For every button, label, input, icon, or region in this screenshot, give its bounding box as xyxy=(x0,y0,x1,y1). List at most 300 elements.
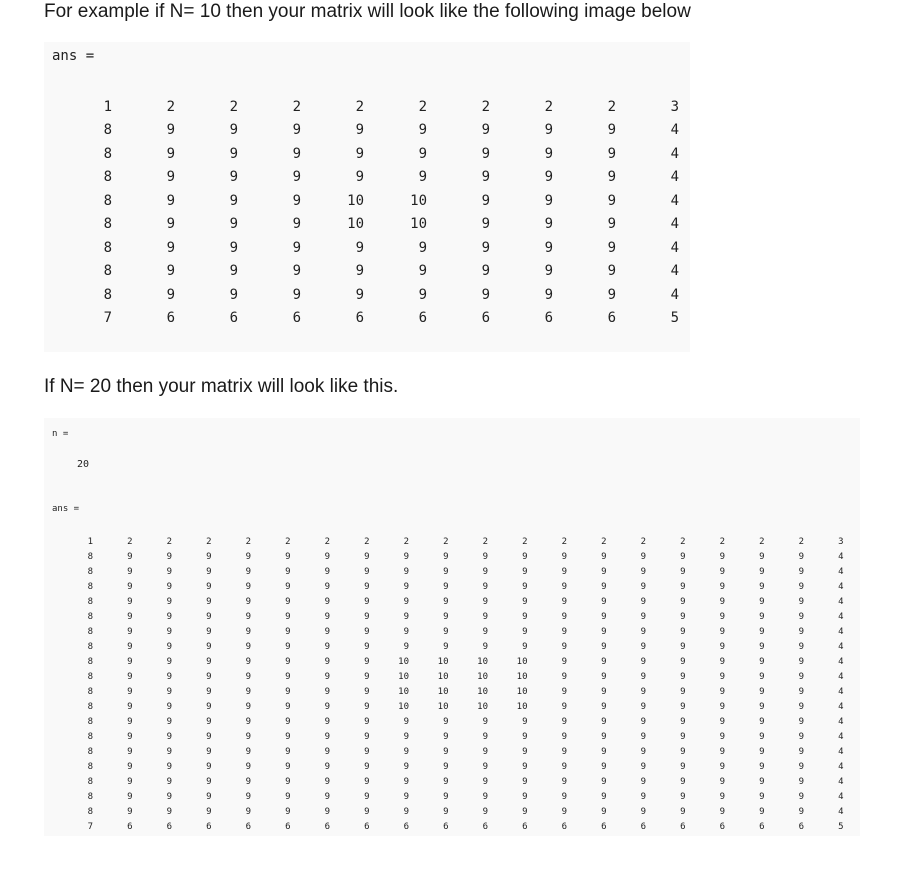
matrix-cell: 9 xyxy=(324,611,330,622)
matrix-cell: 9 xyxy=(443,581,449,592)
matrix-cell: 9 xyxy=(544,145,553,162)
matrix-cell: 9 xyxy=(127,596,133,607)
matrix-cell: 10 xyxy=(437,701,449,712)
matrix-cell: 9 xyxy=(355,169,364,186)
matrix-cell: 9 xyxy=(229,169,238,186)
matrix-cell: 1 xyxy=(103,98,112,115)
matrix-cell: 10 xyxy=(410,216,427,233)
matrix-cell: 9 xyxy=(522,596,528,607)
matrix-cell: 9 xyxy=(798,731,804,742)
matrix-cell: 9 xyxy=(482,731,488,742)
matrix-cell: 9 xyxy=(285,566,291,577)
matrix-cell: 6 xyxy=(127,821,133,832)
matrix-cell: 9 xyxy=(443,746,449,757)
matrix-cell: 9 xyxy=(607,263,616,280)
matrix-cell: 8 xyxy=(87,581,93,592)
matrix-cell: 7 xyxy=(87,821,93,832)
matrix-cell: 9 xyxy=(166,122,175,139)
matrix-row xyxy=(74,549,844,564)
matrix-cell: 6 xyxy=(229,310,238,327)
matrix-cell: 9 xyxy=(561,746,567,757)
matrix-cell: 9 xyxy=(522,716,528,727)
matrix-cell: 4 xyxy=(670,145,679,162)
matrix-cell: 9 xyxy=(544,263,553,280)
matrix-cell: 9 xyxy=(561,731,567,742)
matrix-cell: 9 xyxy=(759,566,765,577)
matrix-cell: 4 xyxy=(838,566,844,577)
matrix-cell: 9 xyxy=(324,686,330,697)
matrix-cell: 9 xyxy=(719,626,725,637)
n-value: 20 xyxy=(77,459,90,470)
matrix-cell: 9 xyxy=(544,169,553,186)
matrix-cell: 9 xyxy=(206,671,212,682)
matrix-cell: 9 xyxy=(719,776,725,787)
matrix-cell: 9 xyxy=(324,716,330,727)
matrix-cell: 9 xyxy=(640,731,646,742)
matrix-cell: 9 xyxy=(355,122,364,139)
matrix-cell: 9 xyxy=(443,641,449,652)
matrix-cell: 9 xyxy=(601,731,607,742)
matrix-row xyxy=(90,260,679,284)
matrix-cell: 9 xyxy=(719,731,725,742)
matrix-cell: 9 xyxy=(355,239,364,256)
matrix-cell: 9 xyxy=(245,761,251,772)
matrix-cell: 9 xyxy=(798,641,804,652)
matrix-cell: 9 xyxy=(245,596,251,607)
matrix-cell: 9 xyxy=(482,776,488,787)
matrix-cell: 2 xyxy=(607,98,616,115)
matrix-cell: 9 xyxy=(798,581,804,592)
matlab-output-panel-n20 xyxy=(44,418,860,836)
matrix-cell: 9 xyxy=(680,776,686,787)
matrix-cell: 9 xyxy=(127,656,133,667)
matrix-cell: 9 xyxy=(443,806,449,817)
matrix-cell: 6 xyxy=(364,821,370,832)
matrix-cell: 9 xyxy=(481,286,490,303)
matrix-cell: 9 xyxy=(798,671,804,682)
matrix-cell: 9 xyxy=(680,551,686,562)
matrix-cell: 9 xyxy=(206,731,212,742)
matrix-cell: 9 xyxy=(403,776,409,787)
matrix-cell: 9 xyxy=(601,761,607,772)
matrix-cell: 8 xyxy=(87,566,93,577)
heading-example-n20: If N= 20 then your matrix will look like this. xyxy=(44,376,399,397)
matrix-cell: 9 xyxy=(245,626,251,637)
matrix-cell: 8 xyxy=(87,626,93,637)
matrix-cell: 9 xyxy=(607,192,616,209)
matrix-cell: 9 xyxy=(561,596,567,607)
matrix-cell: 9 xyxy=(482,716,488,727)
matrix-cell: 9 xyxy=(759,611,765,622)
matrix-row xyxy=(90,307,679,331)
matrix-row xyxy=(74,819,844,834)
matrix-cell: 9 xyxy=(640,686,646,697)
matrix-cell: 1 xyxy=(87,536,93,547)
matrix-cell: 4 xyxy=(838,641,844,652)
matrix-cell: 9 xyxy=(640,791,646,802)
matrix-cell: 9 xyxy=(364,791,370,802)
matrix-cell: 9 xyxy=(245,716,251,727)
matrix-cell: 9 xyxy=(166,746,172,757)
matrix-cell: 9 xyxy=(759,791,765,802)
matrix-cell: 8 xyxy=(87,671,93,682)
matrix-cell: 9 xyxy=(324,761,330,772)
matrix-cell: 9 xyxy=(166,761,172,772)
matrix-cell: 6 xyxy=(418,310,427,327)
matrix-cell: 5 xyxy=(838,821,844,832)
matrix-cell: 2 xyxy=(229,98,238,115)
matrix-cell: 4 xyxy=(838,596,844,607)
matrix-cell: 9 xyxy=(166,566,172,577)
matrix-cell: 9 xyxy=(798,746,804,757)
matrix-cell: 8 xyxy=(103,239,112,256)
matrix-cell: 9 xyxy=(229,122,238,139)
matrix-cell: 9 xyxy=(364,611,370,622)
matrix-cell: 9 xyxy=(443,731,449,742)
matrix-cell: 9 xyxy=(443,551,449,562)
matrix-cell: 9 xyxy=(166,551,172,562)
matrix-row xyxy=(90,236,679,260)
matrix-cell: 9 xyxy=(292,145,301,162)
matrix-cell: 9 xyxy=(206,596,212,607)
matrix-cell: 9 xyxy=(482,626,488,637)
matrix-cell: 9 xyxy=(719,761,725,772)
matrix-cell: 9 xyxy=(364,566,370,577)
matrix-cell: 9 xyxy=(680,791,686,802)
matrix-cell: 2 xyxy=(418,98,427,115)
matrix-cell: 9 xyxy=(561,566,567,577)
matrix-cell: 9 xyxy=(759,731,765,742)
matrix-cell: 6 xyxy=(245,821,251,832)
matrix-cell: 9 xyxy=(798,656,804,667)
matrix-cell: 10 xyxy=(516,686,528,697)
matrix-cell: 9 xyxy=(285,611,291,622)
matrix-cell: 9 xyxy=(166,686,172,697)
matrix-cell: 9 xyxy=(601,626,607,637)
matrix-cell: 9 xyxy=(719,551,725,562)
matrix-cell: 4 xyxy=(838,626,844,637)
matrix-cell: 4 xyxy=(838,716,844,727)
matrix-cell: 9 xyxy=(759,686,765,697)
matrix-row xyxy=(90,142,679,166)
matrix-cell: 9 xyxy=(245,806,251,817)
matrix-cell: 9 xyxy=(292,263,301,280)
matrix-cell: 9 xyxy=(522,776,528,787)
matrix-cell: 9 xyxy=(127,641,133,652)
matrix-cell: 9 xyxy=(522,581,528,592)
matrix-cell: 9 xyxy=(206,656,212,667)
matrix-row xyxy=(74,609,844,624)
matrix-row xyxy=(74,714,844,729)
matrix-cell: 9 xyxy=(522,551,528,562)
matrix-cell: 9 xyxy=(522,731,528,742)
matrix-cell: 4 xyxy=(838,791,844,802)
matrix-cell: 9 xyxy=(798,596,804,607)
matrix-cell: 9 xyxy=(601,551,607,562)
matrix-cell: 4 xyxy=(670,122,679,139)
matrix-cell: 8 xyxy=(87,716,93,727)
matrix-cell: 9 xyxy=(166,716,172,727)
matrix-cell: 9 xyxy=(719,656,725,667)
matrix-cell: 8 xyxy=(103,263,112,280)
matrix-cell: 9 xyxy=(544,239,553,256)
matrix-cell: 8 xyxy=(87,551,93,562)
matrix-cell: 9 xyxy=(680,581,686,592)
matrix-cell: 6 xyxy=(324,821,330,832)
matrix-cell: 9 xyxy=(403,641,409,652)
matrix-cell: 9 xyxy=(561,716,567,727)
matrix-row xyxy=(74,804,844,819)
matrix-cell: 9 xyxy=(285,686,291,697)
matrix-cell: 9 xyxy=(206,551,212,562)
matrix-cell: 9 xyxy=(206,701,212,712)
matrix-row xyxy=(74,624,844,639)
matrix-cell: 9 xyxy=(127,566,133,577)
matrix-cell: 9 xyxy=(403,581,409,592)
matrix-cell: 9 xyxy=(640,596,646,607)
matrix-cell: 9 xyxy=(759,641,765,652)
matrix-row xyxy=(74,654,844,669)
matlab-output-panel-n10 xyxy=(44,42,690,352)
matrix-cell: 9 xyxy=(229,263,238,280)
matrix-cell: 9 xyxy=(607,239,616,256)
matrix-cell: 9 xyxy=(640,551,646,562)
matrix-cell: 9 xyxy=(324,581,330,592)
matrix-cell: 9 xyxy=(443,776,449,787)
matrix-cell: 9 xyxy=(285,776,291,787)
matrix-cell: 9 xyxy=(364,716,370,727)
matrix-cell: 2 xyxy=(292,98,301,115)
matrix-cell: 9 xyxy=(285,581,291,592)
matrix-cell: 9 xyxy=(522,641,528,652)
matrix-cell: 9 xyxy=(561,701,567,712)
matrix-cell: 9 xyxy=(680,761,686,772)
matrix-cell: 9 xyxy=(798,716,804,727)
matrix-cell: 2 xyxy=(719,536,725,547)
matrix-cell: 9 xyxy=(544,122,553,139)
matrix-cell: 9 xyxy=(324,626,330,637)
matrix-cell: 9 xyxy=(719,746,725,757)
matrix-cell: 9 xyxy=(601,611,607,622)
matrix-row xyxy=(74,534,844,549)
matrix-cell: 6 xyxy=(403,821,409,832)
matrix-cell: 6 xyxy=(285,821,291,832)
matrix-cell: 9 xyxy=(285,641,291,652)
matrix-cell: 9 xyxy=(607,286,616,303)
matrix-row xyxy=(74,594,844,609)
matrix-cell: 9 xyxy=(403,596,409,607)
matrix-cell: 9 xyxy=(245,566,251,577)
matrix-cell: 9 xyxy=(561,776,567,787)
matrix-cell: 2 xyxy=(206,536,212,547)
matrix-cell: 9 xyxy=(522,761,528,772)
matrix-cell: 9 xyxy=(443,611,449,622)
matrix-cell: 9 xyxy=(127,791,133,802)
matrix-cell: 9 xyxy=(206,761,212,772)
matrix-row xyxy=(90,95,679,119)
matrix-cell: 9 xyxy=(601,701,607,712)
matrix-cell: 9 xyxy=(324,566,330,577)
matrix-cell: 9 xyxy=(403,746,409,757)
matrix-cell: 6 xyxy=(166,310,175,327)
matrix-cell: 9 xyxy=(418,122,427,139)
matrix-cell: 9 xyxy=(127,746,133,757)
matrix-cell: 9 xyxy=(364,596,370,607)
matrix-cell: 6 xyxy=(640,821,646,832)
matrix-cell: 9 xyxy=(206,611,212,622)
matrix-cell: 6 xyxy=(355,310,364,327)
matrix-cell: 9 xyxy=(285,656,291,667)
matrix-cell: 9 xyxy=(640,776,646,787)
matrix-cell: 10 xyxy=(516,701,528,712)
matrix-cell: 4 xyxy=(838,551,844,562)
matrix-cell: 9 xyxy=(166,626,172,637)
matrix-cell: 4 xyxy=(670,216,679,233)
matrix-cell: 9 xyxy=(544,216,553,233)
matrix-cell: 9 xyxy=(482,791,488,802)
matrix-cell: 9 xyxy=(443,791,449,802)
matrix-cell: 9 xyxy=(324,641,330,652)
matrix-cell: 9 xyxy=(403,806,409,817)
matrix-cell: 9 xyxy=(292,239,301,256)
matrix-cell: 8 xyxy=(87,611,93,622)
matrix-cell: 9 xyxy=(324,701,330,712)
matrix-cell: 9 xyxy=(355,145,364,162)
matrix-cell: 9 xyxy=(482,611,488,622)
matrix-cell: 9 xyxy=(166,286,175,303)
matrix-cell: 4 xyxy=(670,239,679,256)
matrix-cell: 9 xyxy=(245,791,251,802)
matrix-cell: 9 xyxy=(166,641,172,652)
matrix-cell: 9 xyxy=(482,551,488,562)
matrix-cell: 4 xyxy=(838,581,844,592)
matrix-cell: 9 xyxy=(418,169,427,186)
ans-label: ans = xyxy=(52,504,80,514)
matrix-cell: 9 xyxy=(680,671,686,682)
matrix-cell: 9 xyxy=(680,611,686,622)
matrix-cell: 9 xyxy=(798,806,804,817)
matrix-cell: 9 xyxy=(127,776,133,787)
matrix-cell: 9 xyxy=(166,239,175,256)
matrix-cell: 9 xyxy=(607,169,616,186)
matrix-cell: 9 xyxy=(166,263,175,280)
matrix-cell: 9 xyxy=(640,671,646,682)
matrix-cell: 9 xyxy=(324,656,330,667)
matrix-cell: 9 xyxy=(759,671,765,682)
matrix-cell: 9 xyxy=(759,596,765,607)
matrix-cell: 9 xyxy=(640,701,646,712)
matrix-cell: 8 xyxy=(87,806,93,817)
matrix-cell: 9 xyxy=(206,566,212,577)
matrix-cell: 10 xyxy=(398,656,409,667)
matrix-cell: 9 xyxy=(206,791,212,802)
matrix-cell: 9 xyxy=(166,611,172,622)
matrix-cell: 9 xyxy=(364,671,370,682)
matrix-cell: 9 xyxy=(680,596,686,607)
matrix-cell: 8 xyxy=(87,776,93,787)
matrix-cell: 9 xyxy=(166,656,172,667)
matrix-cell: 9 xyxy=(640,746,646,757)
matrix-n10 xyxy=(90,95,679,330)
matrix-cell: 9 xyxy=(285,671,291,682)
matrix-row xyxy=(90,213,679,237)
matrix-cell: 9 xyxy=(522,611,528,622)
matrix-cell: 9 xyxy=(798,701,804,712)
matrix-cell: 9 xyxy=(759,551,765,562)
matrix-cell: 9 xyxy=(798,626,804,637)
matrix-cell: 8 xyxy=(87,641,93,652)
matrix-cell: 9 xyxy=(127,761,133,772)
matrix-cell: 9 xyxy=(601,776,607,787)
matrix-cell: 9 xyxy=(561,611,567,622)
matrix-cell: 9 xyxy=(719,611,725,622)
matrix-cell: 8 xyxy=(103,216,112,233)
matrix-cell: 9 xyxy=(292,286,301,303)
matrix-cell: 9 xyxy=(680,566,686,577)
matrix-cell: 9 xyxy=(607,122,616,139)
matrix-cell: 9 xyxy=(324,806,330,817)
matrix-cell: 9 xyxy=(206,581,212,592)
matrix-cell: 4 xyxy=(838,701,844,712)
matrix-cell: 9 xyxy=(561,581,567,592)
matrix-cell: 9 xyxy=(245,656,251,667)
matrix-cell: 9 xyxy=(680,731,686,742)
matrix-cell: 9 xyxy=(481,192,490,209)
matrix-cell: 9 xyxy=(245,746,251,757)
matrix-cell: 8 xyxy=(103,192,112,209)
matrix-cell: 2 xyxy=(355,98,364,115)
matrix-cell: 9 xyxy=(544,286,553,303)
matrix-cell: 10 xyxy=(477,671,488,682)
matrix-cell: 6 xyxy=(680,821,686,832)
matrix-cell: 4 xyxy=(670,263,679,280)
matrix-cell: 4 xyxy=(838,761,844,772)
matrix-cell: 9 xyxy=(206,746,212,757)
matrix-cell: 9 xyxy=(245,731,251,742)
matrix-cell: 9 xyxy=(364,551,370,562)
matrix-cell: 9 xyxy=(292,192,301,209)
matrix-cell: 9 xyxy=(719,806,725,817)
matrix-cell: 9 xyxy=(544,192,553,209)
matrix-cell: 9 xyxy=(607,216,616,233)
matrix-cell: 10 xyxy=(516,656,528,667)
matrix-cell: 2 xyxy=(166,536,172,547)
matrix-cell: 9 xyxy=(127,731,133,742)
matrix-cell: 9 xyxy=(601,746,607,757)
matrix-cell: 9 xyxy=(443,596,449,607)
matrix-cell: 2 xyxy=(561,536,567,547)
matrix-row xyxy=(74,729,844,744)
matrix-row xyxy=(90,119,679,143)
matrix-cell: 2 xyxy=(166,98,175,115)
matrix-cell: 4 xyxy=(838,776,844,787)
matrix-cell: 9 xyxy=(759,656,765,667)
matrix-cell: 6 xyxy=(443,821,449,832)
matrix-cell: 9 xyxy=(166,169,175,186)
matrix-cell: 9 xyxy=(601,596,607,607)
matrix-cell: 10 xyxy=(398,671,409,682)
matrix-cell: 9 xyxy=(759,581,765,592)
matrix-cell: 9 xyxy=(522,626,528,637)
matrix-cell: 9 xyxy=(601,641,607,652)
matrix-cell: 9 xyxy=(127,671,133,682)
matrix-cell: 9 xyxy=(443,716,449,727)
matrix-cell: 9 xyxy=(403,731,409,742)
matrix-cell: 2 xyxy=(601,536,607,547)
matrix-cell: 9 xyxy=(166,731,172,742)
matrix-cell: 9 xyxy=(601,566,607,577)
matrix-row xyxy=(74,789,844,804)
